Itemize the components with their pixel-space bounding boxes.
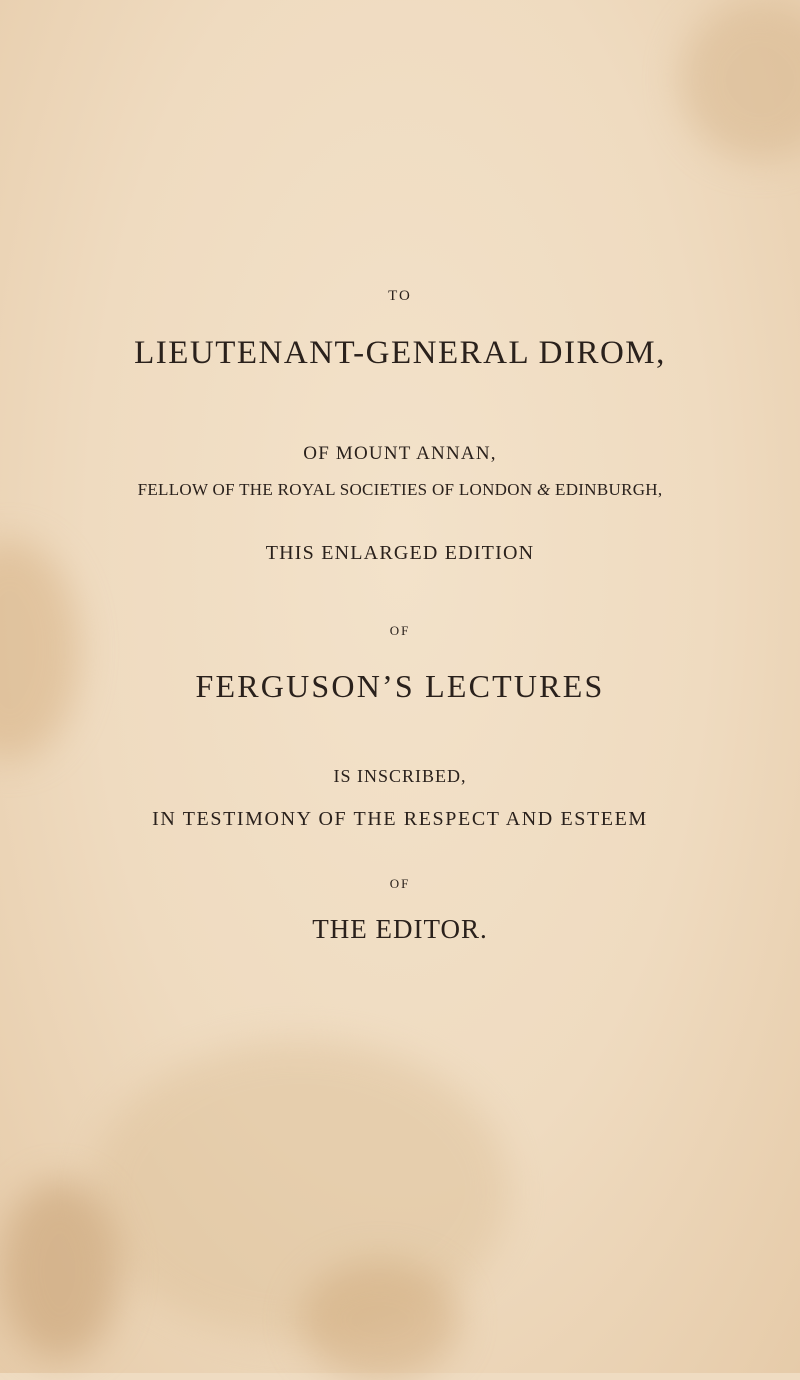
inscribed-line: IS INSCRIBED, [333,766,467,786]
edition-line: THIS ENLARGED EDITION [265,542,535,564]
paper-stain [680,0,800,160]
dedication-to: TO [388,288,412,304]
paper-stain [0,1180,120,1360]
fellowship-text-b: EDINBURGH, [550,480,663,499]
dedicatee-name: LIEUTENANT-GENERAL DIROM, [134,335,666,371]
dedicatee-fellowship [0,480,800,500]
editor-signature: THE EDITOR. [312,914,488,944]
paper-stain [0,540,80,760]
paper-stain [300,1260,460,1380]
of-connector: OF [389,876,411,891]
work-title: FERGUSON’S LECTURES [195,668,605,704]
of-connector: OF [389,623,411,638]
ampersand: & [536,480,551,499]
testimony-line: IN TESTIMONY OF THE RESPECT AND ESTEEM [152,808,648,830]
fellowship-text-a: FELLOW OF THE ROYAL SOCIETIES OF LONDON [137,480,537,499]
dedicatee-estate: OF MOUNT ANNAN, [303,443,497,464]
